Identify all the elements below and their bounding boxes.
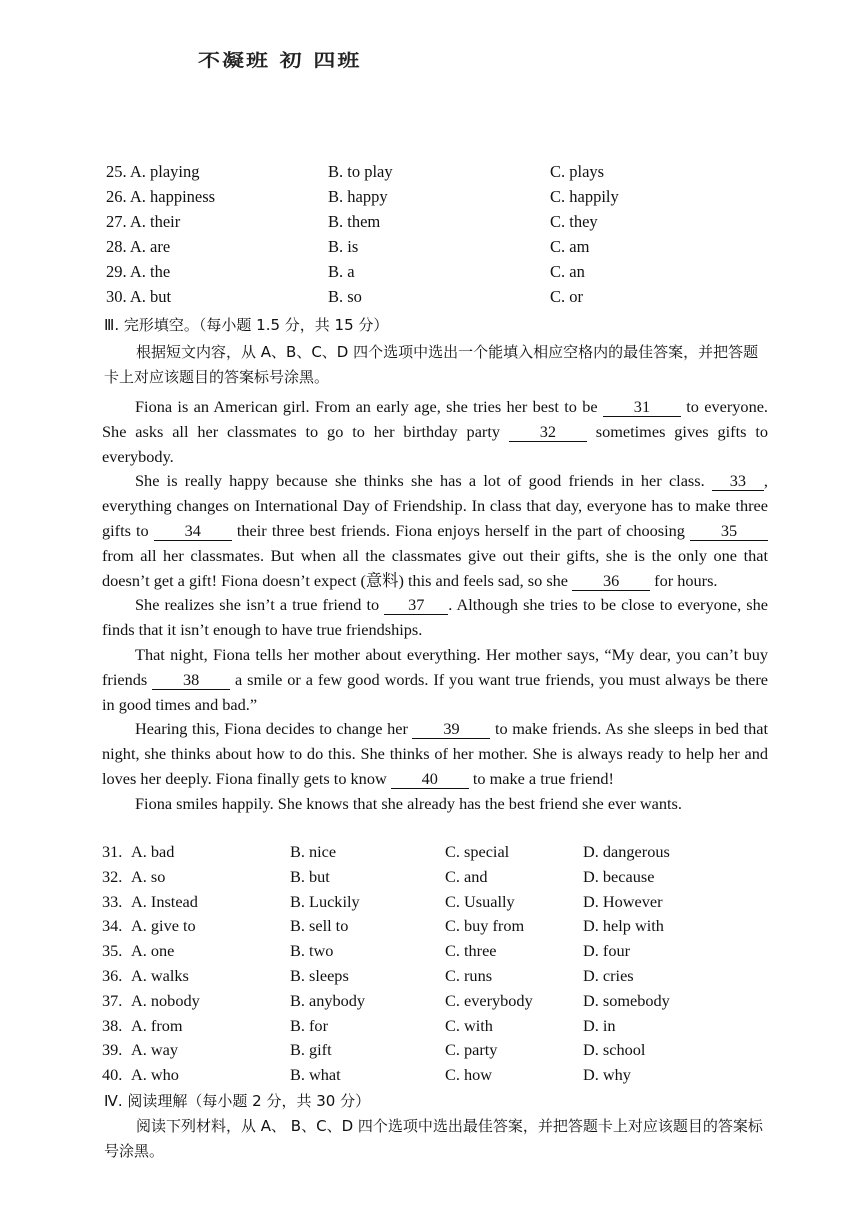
- option-row: [106, 162, 826, 187]
- option-c: C. three: [445, 941, 497, 961]
- blank-40: 40: [391, 770, 469, 789]
- option-a: 29. A. the: [106, 262, 171, 281]
- option-row: 37. A. nobody B. anybody C. everybody D. somebody: [102, 991, 802, 1016]
- option-d: D. why: [583, 1065, 631, 1085]
- blank-38: 38: [152, 671, 230, 690]
- option-b: B. nice: [290, 842, 337, 861]
- option-c: C. with: [445, 1015, 493, 1035]
- option-c: C. happily: [550, 187, 619, 206]
- options-31-40: [102, 842, 802, 1090]
- option-row: [106, 237, 826, 262]
- option-c: C. runs: [445, 965, 493, 985]
- option-c: C. how: [445, 1065, 493, 1085]
- option-a: A. so: [131, 866, 166, 886]
- option-b: B. but: [290, 866, 330, 886]
- option-a: A. Instead: [131, 891, 198, 911]
- option-c: C. special: [445, 842, 510, 861]
- option-c: C. party: [445, 1040, 498, 1060]
- blank-31: 31: [603, 398, 681, 417]
- option-a: A. who: [131, 1065, 179, 1085]
- option-row: 32. A. so B. but C. and D. because: [102, 867, 802, 892]
- option-d: D. in: [583, 1015, 616, 1035]
- option-a: 27. A. their: [106, 212, 181, 231]
- option-c: C. buy from: [445, 916, 525, 936]
- option-b: B. sleeps: [290, 965, 349, 985]
- option-a: 30. A. but: [106, 287, 172, 306]
- passage-paragraph: That night, Fiona tells her mother about everything. Her mother says, “My dear, you can’t buy friends 38 a smile or a few good words. If you want true friends, you must always be there in good times and bad.”: [102, 644, 769, 714]
- option-row: 33. A. Instead B. Luckily C. Usually D. However: [102, 892, 802, 917]
- option-b: B. to play: [328, 162, 393, 181]
- option-a: A. bad: [131, 842, 175, 861]
- option-c: C. and: [445, 866, 488, 886]
- option-a: A. walks: [131, 965, 189, 985]
- option-d: D. school: [583, 1040, 646, 1060]
- option-b: B. a: [328, 262, 355, 281]
- option-b: B. sell to: [290, 916, 349, 936]
- blank-37: 37: [384, 596, 448, 615]
- option-d: D. four: [583, 941, 631, 961]
- option-row: 35. A. one B. two C. three D. four: [102, 941, 802, 966]
- blank-35: 35: [690, 522, 768, 541]
- option-row: [106, 287, 826, 312]
- option-b: B. gift: [290, 1040, 332, 1060]
- option-d: D. However: [583, 891, 663, 911]
- option-row: [106, 212, 826, 237]
- option-c: C. Usually: [445, 891, 515, 911]
- passage-paragraph: Fiona smiles happily. She knows that she already has the best friend she ever wants.: [135, 793, 682, 813]
- option-d: D. cries: [583, 965, 634, 985]
- option-b: B. two: [290, 941, 334, 961]
- blank-36: 36: [572, 572, 650, 591]
- option-row: 36. A. walks B. sleeps C. runs D. cries: [102, 966, 802, 991]
- option-b: B. Luckily: [290, 891, 360, 911]
- option-a: 26. A. happiness: [106, 187, 216, 206]
- option-c: C. they: [550, 212, 598, 231]
- passage-paragraph: She is really happy because she thinks she has a lot of good friends in her class. 33 , everything changes on International Day of Friendship. In class that day, everyone has to make three gifts to 34 their three best friends. Fiona enjoys herself in the part of choosing 35 from all her classmates. But when all the classmates give out their gifts, she is the only one that doesn’t get a gift! Fiona doesn’t expect (意料) this and feels sad, so she 36 for hours.: [102, 471, 768, 590]
- section-3-instruction: 根据短文内容，从 A、B、C、D 四个选项中选出一个能填入相应空格内的最佳答案，并把答题卡上对应该题目的答案标号涂黑。: [104, 343, 759, 386]
- passage-paragraph: She realizes she isn’t a true friend to 37 . Although she tries to be close to everyone, she finds that it isn’t enough to have true friendships.: [102, 595, 768, 640]
- option-b: B. them: [328, 212, 381, 231]
- option-a: A. from: [131, 1015, 183, 1035]
- option-c: C. an: [550, 262, 585, 281]
- option-row: [106, 187, 826, 212]
- option-a: A. give to: [131, 916, 196, 936]
- option-b: B. happy: [328, 187, 388, 206]
- option-d: D. because: [583, 866, 655, 886]
- blank-34: 34: [154, 522, 232, 541]
- option-b: B. is: [328, 237, 359, 256]
- option-a: A. nobody: [131, 990, 200, 1010]
- option-row: [106, 262, 826, 287]
- option-row: 40. A. who B. what C. how D. why: [102, 1065, 802, 1090]
- option-a: A. way: [131, 1040, 179, 1060]
- blank-39: 39: [412, 720, 490, 739]
- option-d: D. somebody: [583, 990, 670, 1010]
- cloze-passage: [102, 395, 768, 817]
- section-3-title: Ⅲ. 完形填空。（每小题 1.5 分，共 15 分）: [104, 316, 389, 334]
- handwritten-header: 不凝班 初 四班: [198, 51, 362, 72]
- section-4-title: Ⅳ. 阅读理解（每小题 2 分，共 30 分）: [104, 1092, 371, 1110]
- option-d: D. help with: [583, 916, 664, 936]
- passage-paragraph: Hearing this, Fiona decides to change her 39 to make friends. As she sleeps in bed that night, she thinks about how to do this. She thinks of her mother. She is always ready to help her and loves her deeply. Fiona finally gets to know 40 to make a true friend!: [102, 719, 769, 788]
- option-c: C. am: [550, 237, 590, 256]
- option-b: B. anybody: [290, 990, 366, 1010]
- option-b: B. what: [290, 1065, 341, 1085]
- option-d: D. dangerous: [583, 842, 670, 861]
- option-a: 28. A. are: [106, 237, 171, 256]
- option-b: B. for: [290, 1015, 328, 1035]
- option-row: 38. A. from B. for C. with D. in: [102, 1016, 802, 1041]
- option-row: 39. A. way B. gift C. party D. school: [102, 1040, 802, 1065]
- option-c: C. or: [550, 287, 583, 306]
- option-row: 31. A. bad B. nice C. special D. dangerous: [102, 842, 802, 867]
- section-4-instruction: 阅读下列材料，从 A、 B、C、D 四个选项中选出最佳答案，并把答题卡上对应该题目的答案标号涂黑。: [104, 1117, 763, 1160]
- blank-32: 32: [509, 423, 587, 442]
- blank-33: 33: [712, 472, 764, 491]
- options-25-30: [106, 162, 826, 312]
- option-a: A. one: [131, 941, 175, 961]
- option-c: C. everybody: [445, 990, 533, 1010]
- option-a: 25. A. playing: [106, 162, 200, 181]
- option-b: B. so: [328, 287, 362, 306]
- option-row: 34. A. give to B. sell to C. buy from D. help with: [102, 916, 802, 941]
- passage-paragraph: Fiona is an American girl. From an early age, she tries her best to be 31 to everyone. She asks all her classmates to go to her birthday party 32 sometimes gives gifts to everybody.: [102, 397, 769, 466]
- option-c: C. plays: [550, 162, 605, 181]
